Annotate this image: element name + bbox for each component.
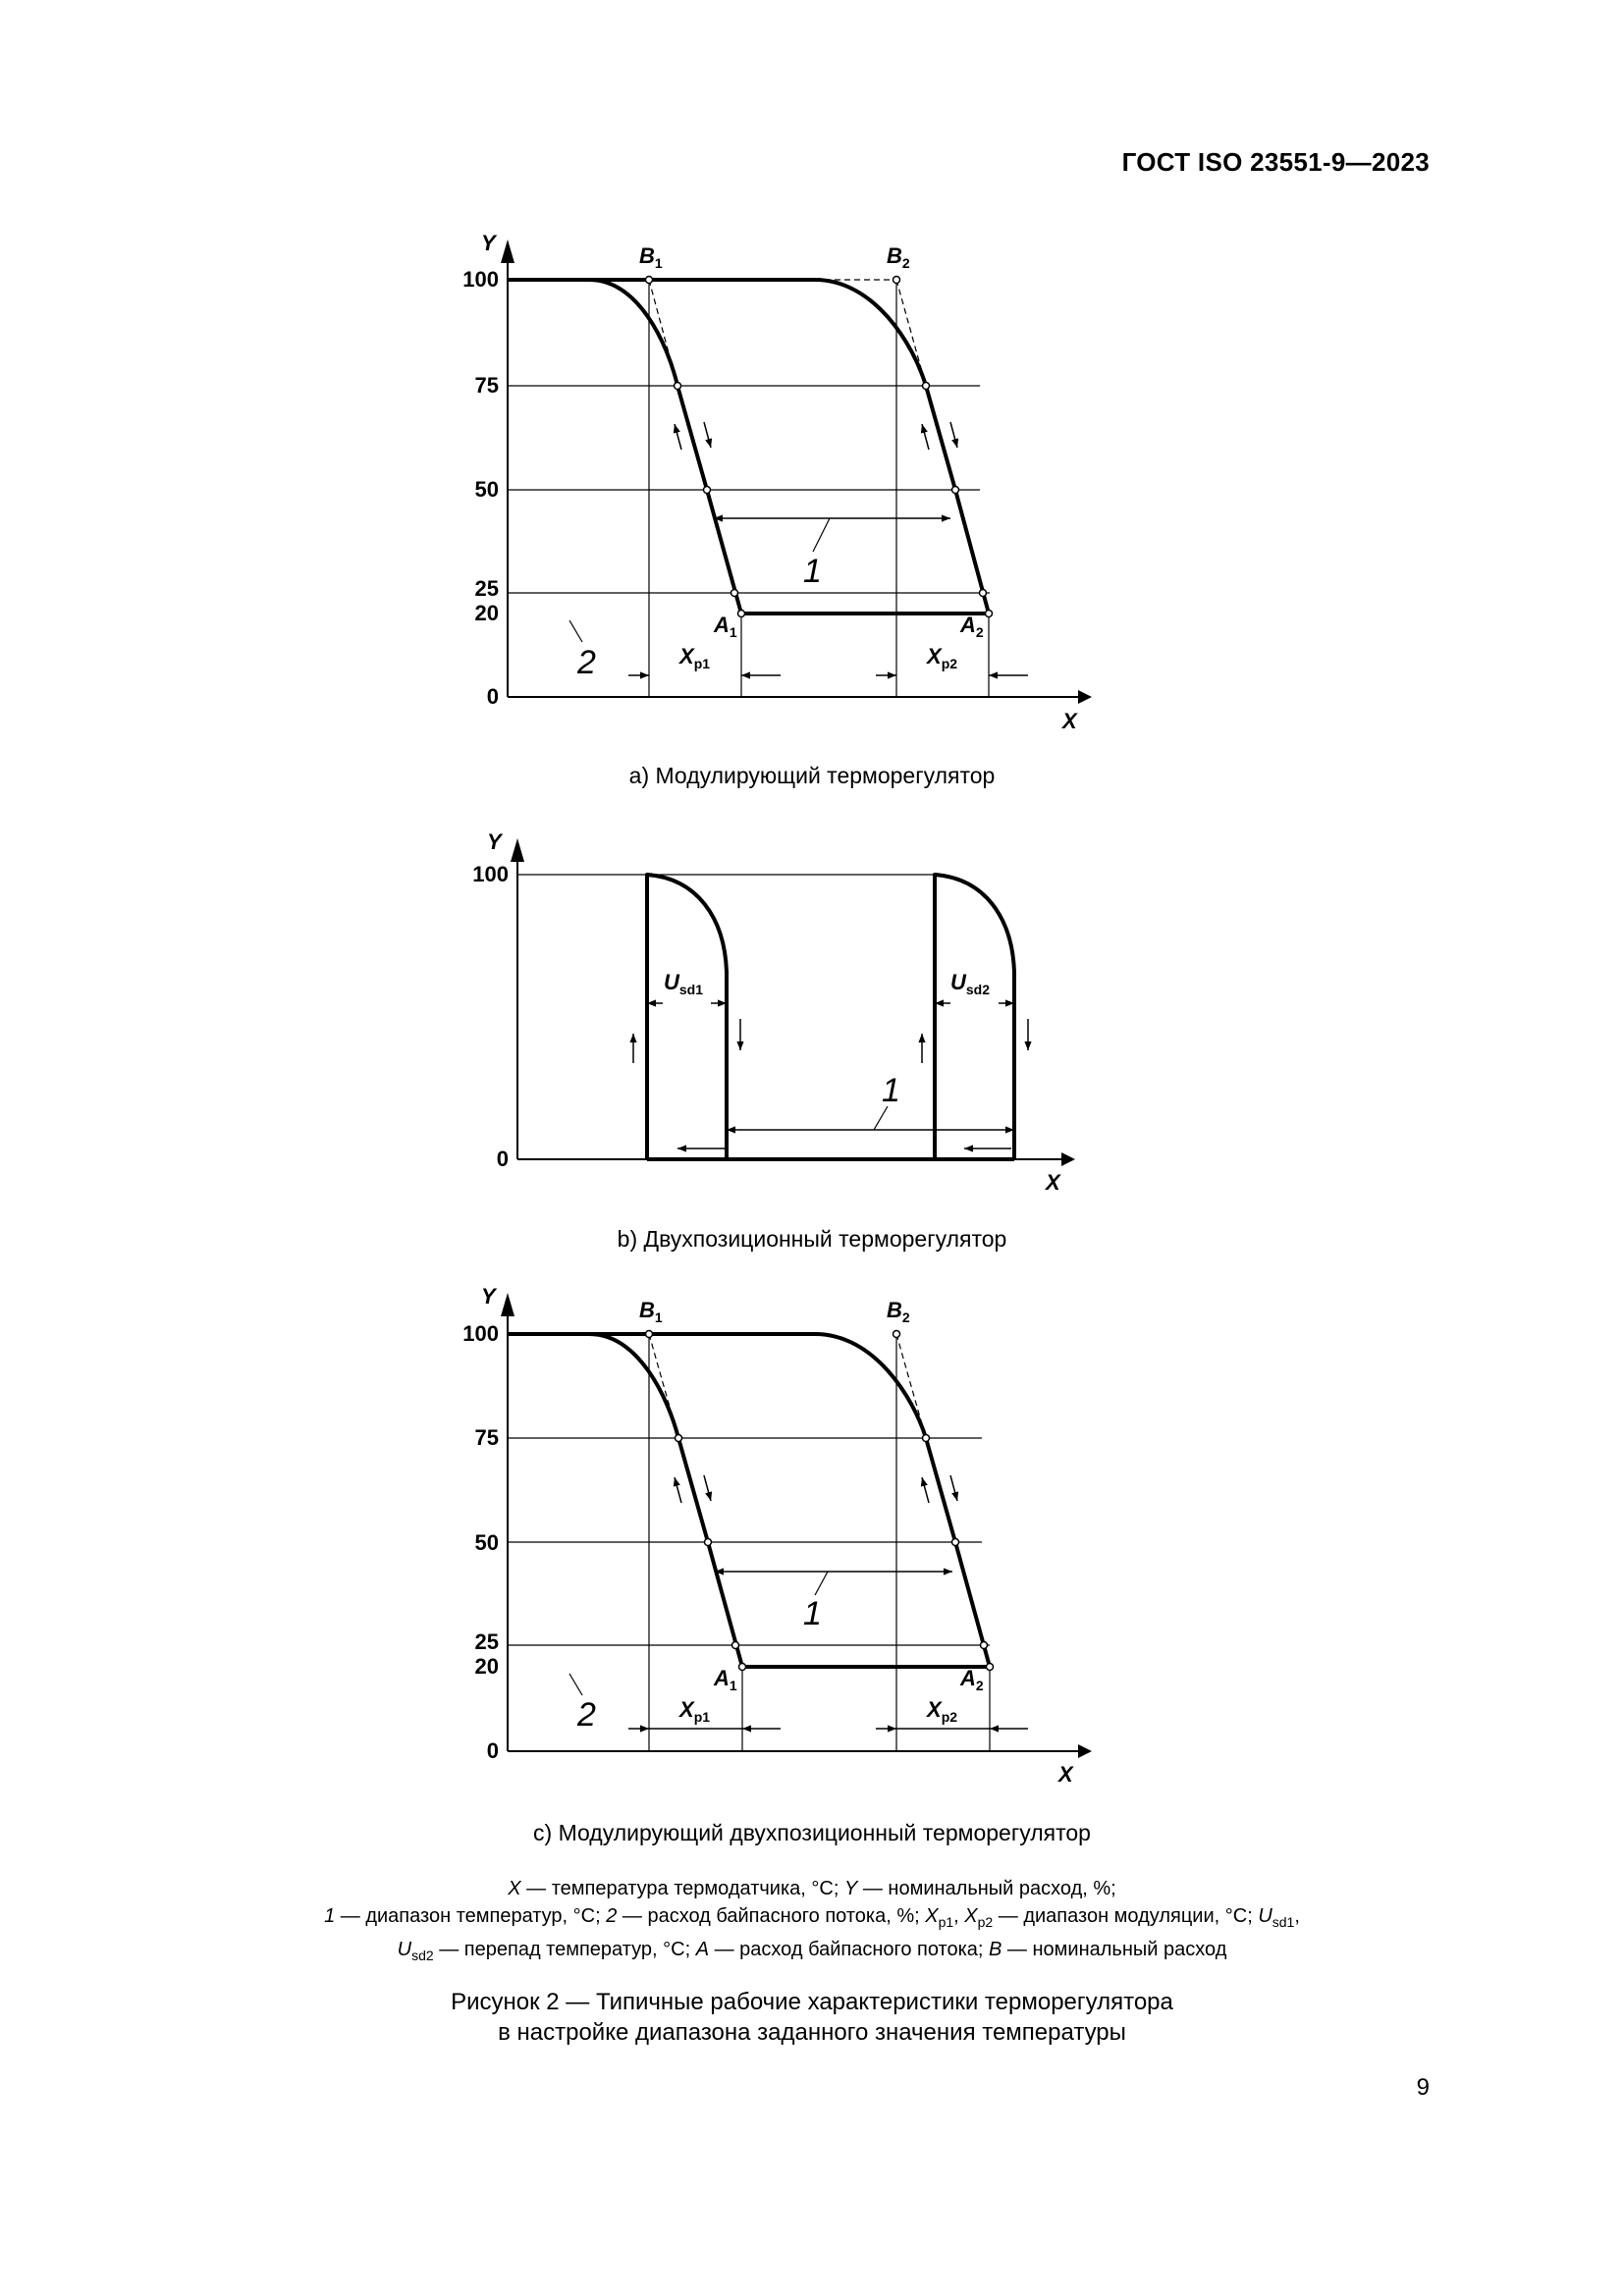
tick-0: 0 <box>496 1147 509 1171</box>
figure-b-caption: b) Двухпозиционный терморегулятор <box>617 1226 1007 1252</box>
figure-a-caption: a) Модулирующий терморегулятор <box>628 763 996 788</box>
point-b2-label: $B_2$ <box>887 1298 910 1325</box>
y-axis-label: Y <box>481 1284 496 1308</box>
callout-1: 1 <box>803 553 822 590</box>
point-b2-label: $B_2$ <box>887 243 910 271</box>
figure-a <box>0 226 1624 746</box>
y-axis-label: Y <box>481 231 496 255</box>
point-a2-label: $A_2$ <box>960 1666 984 1693</box>
figure-a-diagram <box>0 226 1624 746</box>
callout-2: 2 <box>577 644 596 681</box>
y-axis-label: Y <box>487 829 502 854</box>
x-axis-label: X <box>1058 1762 1073 1787</box>
legend-line-3: $U_{sd2}$ — перепад температур, °С; A — расход байпасного потока; B — номинальный расход <box>397 1939 1227 1963</box>
figure-c-caption: c) Модулирующий двухпозиционный терморегулятор <box>533 1820 1091 1845</box>
legend-line-2: 1 — диапазон температур, °С; 2 — расход байпасного потока, %; $X_{p1}$, $X_{p2}$ — диапазон модуляции, °С; $U_{sd1}$, <box>324 1905 1300 1930</box>
point-b1-label: $B_1$ <box>639 243 663 271</box>
tick-50: 50 <box>474 477 499 502</box>
usd1-label: $U_{sd1}$ <box>664 970 704 997</box>
callout-1: 1 <box>803 1595 822 1632</box>
figure-title-line-2: в настройке диапазона заданного значения температуры <box>498 2019 1126 2046</box>
figure-title-line-1: Рисунок 2 — Типичные рабочие характеристики терморегулятора <box>451 1989 1173 2015</box>
tick-25: 25 <box>474 576 499 601</box>
usd2-label: $U_{sd2}$ <box>950 970 991 997</box>
tick-20: 20 <box>474 1654 499 1679</box>
xp2-label: $X_{p2}$ <box>927 1697 958 1725</box>
point-b1-label: $B_1$ <box>639 1298 663 1325</box>
figure-c <box>0 1279 1624 1799</box>
tick-0: 0 <box>486 1738 499 1763</box>
tick-100: 100 <box>462 267 499 292</box>
figure-title <box>0 1987 1624 2048</box>
callout-2: 2 <box>577 1696 596 1734</box>
xp2-label: $X_{p2}$ <box>927 644 958 671</box>
tick-20: 20 <box>474 601 499 625</box>
figure-c-diagram <box>0 1279 1624 1799</box>
document-header: ГОСТ ISO 23551-9—2023 <box>1121 147 1430 177</box>
page-number: 9 <box>1416 2074 1430 2101</box>
tick-25: 25 <box>474 1629 499 1654</box>
point-a1-label: $A_1$ <box>714 613 737 640</box>
tick-50: 50 <box>474 1530 499 1555</box>
tick-100: 100 <box>472 862 509 886</box>
figure-b <box>0 825 1624 1198</box>
x-axis-label: X <box>1062 709 1077 733</box>
xp1-label: $X_{p1}$ <box>679 1697 711 1725</box>
figure-b-diagram <box>0 825 1624 1198</box>
point-a1-label: $A_1$ <box>714 1666 737 1693</box>
tick-0: 0 <box>486 684 499 709</box>
point-a2-label: $A_2$ <box>960 613 984 640</box>
tick-75: 75 <box>474 373 499 398</box>
xp1-label: $X_{p1}$ <box>679 644 711 671</box>
figure-legend <box>196 1875 1428 1969</box>
callout-1: 1 <box>882 1072 900 1109</box>
legend-line-1: X — температура термодатчика, °С; Y — номинальный расход, %; <box>508 1878 1116 1899</box>
tick-100: 100 <box>462 1321 499 1346</box>
x-axis-label: X <box>1046 1170 1060 1195</box>
tick-75: 75 <box>474 1425 499 1450</box>
